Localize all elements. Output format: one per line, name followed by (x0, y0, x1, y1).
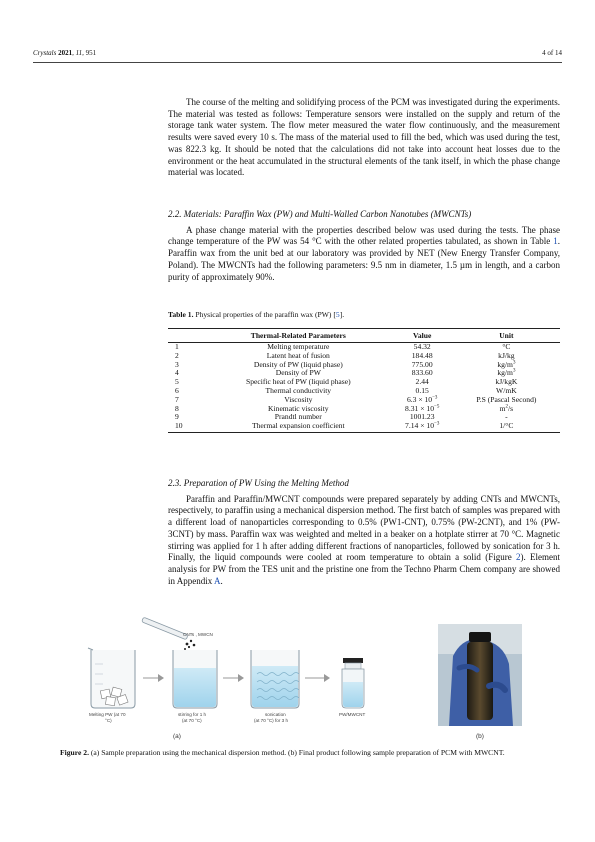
unit-cell: $kg/m^3$ (497, 359, 516, 369)
parameter-cell: Melting temperature (267, 342, 330, 351)
unit-cell: kJ/kg (498, 350, 515, 360)
intro-block (168, 97, 560, 179)
table-link[interactable]: 1 (553, 236, 558, 247)
value-cell: $6.3 \times 10^{-3}$ (406, 394, 438, 404)
value-cell: $8.31 \times 10^{-5}$ (405, 403, 440, 413)
unit-cell: °C (502, 342, 511, 351)
page-number: 4 of 14 (542, 49, 562, 57)
parameter-cell: Thermal expansion coefficient (205, 422, 392, 432)
column-header: Value (392, 329, 453, 343)
row-number: 8 (175, 403, 179, 413)
row-number: 9 (175, 412, 179, 422)
value-cell: $7.14 \times 10^{-3}$ (392, 422, 453, 432)
arrow-head-3 (324, 674, 330, 682)
header-rule (33, 62, 562, 63)
unit-cell: P.S (Pascal Second) (476, 394, 537, 404)
table-header-row (168, 329, 560, 343)
appendix-link[interactable]: A (214, 575, 221, 586)
unit-cell: W/mK (496, 385, 517, 395)
parameter-cell: Kinematic viscosity (268, 403, 329, 413)
parameter-cell: Specific heat of PW (liquid phase) (245, 377, 351, 387)
label-cnts: CNTs , MWCN (183, 632, 213, 637)
value-cell: 775.00 (411, 359, 433, 369)
row-number: 1 (175, 342, 179, 351)
table-1-block (168, 310, 560, 433)
section-2-2-paragraph: A phase change material with the properties described below was used during the tests. The phase change temperature of the PW was 54 °C with the other related properties tabulated, as shown in Table 1. Paraffin wax from the unit bed at our laboratory was provided by NET (New Energy Transfer Company, Poland). The MWCNTs had the following parameters: 9.5 nm in diameter, 1.5 µm in length, and a carbon purity of approximately 90%. (168, 224, 560, 282)
value-cell: 1001.23 (409, 412, 435, 422)
intro-paragraph: The course of the melting and solidifying process of the PCM was investigated during the experiments. The material was tested as follows: Temperature sensors were installed on the supply and return of the storage tank water system. The flow meter measured the water flow continuously, and the measurement results were saved every 10 s. The mass of the material used to fill the bed, which was used during the test, was 822.3 kg. It should be noted that the calculations did not take into account heat losses due to the environment or the heat accumulated in the structural elements of the tank itself, in which the phase change material was located. (168, 97, 560, 178)
figure-caption: Figure 2. (a) Sample preparation using the mechanical dispersion method. (b) Final product following sample preparation of PCM with MWCNT. (60, 748, 505, 757)
label-melting: Melting PW (at 70 (89, 712, 126, 717)
row-number: 4 (175, 368, 179, 378)
parameter-cell: Thermal conductivity (265, 385, 332, 395)
row-number: 7 (175, 394, 179, 404)
section-2-3-paragraph: Paraffin and Paraffin/MWCNT compounds were prepared separately by adding CNTs and MWCNTs, respectively, to paraffin using a mechanical dispersion method. The first batch of samples was prepared with a different load of nanoparticles corresponding to 0.5% (PW1-CNT), 0.75% (PW-2CNT), and 1% (PW-3CNT) by mass. Paraffin wax was weighted and melted in a beaker on a hotplate stirrer at 70 °C. Magnetic stirring was applied for 1 h after adding different fractions of nanoparticles, followed by sonication for 3 h. Finally, the liquid compounds were cooled at room temperature to obtain a solid (Figure 2). Element analysis for PW from the TES unit and the pristine one from the Techno Pharm Chem company are showed in Appendix A. (168, 493, 560, 586)
journal-citation: Crystals 2021, 11, 951 (33, 49, 97, 57)
unit-cell: - (505, 412, 508, 422)
panel-a-label: (a) (173, 733, 181, 740)
arrow-head-2 (238, 674, 244, 682)
properties-table (168, 328, 560, 433)
label-stirring: stirring for 1 h (178, 712, 207, 717)
section-2-3 (168, 478, 560, 587)
parameter-cell: Viscosity (284, 394, 313, 404)
label-sonication: sonication (265, 712, 286, 717)
table-row (168, 405, 560, 414)
parameter-cell: Density of PW (liquid phase) (253, 359, 343, 369)
unit-cell: $m^2/s$ (499, 403, 514, 413)
running-header (33, 49, 562, 61)
panel-b-label: (b) (476, 733, 484, 740)
table-caption: Table 1. Physical properties of the paraffin wax (PW) [5]. (168, 310, 345, 319)
label-stirring-temp: (at 70 °C) (182, 718, 202, 723)
unit-cell: $kg/m^3$ (497, 368, 516, 378)
figure-2 (33, 616, 562, 746)
beaker-melting (88, 648, 135, 708)
unit-cell: 1/°C (453, 422, 560, 432)
row-number: 5 (175, 377, 179, 387)
value-cell: 2.44 (415, 377, 429, 387)
label-product: PW/MWCNT (339, 712, 366, 717)
table-row (168, 422, 560, 432)
parameter-cell: Density of PW (275, 368, 321, 378)
value-cell: 833.60 (411, 368, 433, 378)
product-vial (342, 658, 364, 708)
section-2-3-heading: 2.3. Preparation of PW Using the Melting Method (168, 478, 349, 488)
parameter-cell: Prandtl number (274, 412, 322, 422)
row-number: 3 (175, 359, 179, 369)
label-sonication-time: (at 70 °C) for 3 h (254, 718, 289, 723)
figure-link[interactable]: 2 (515, 552, 521, 563)
section-2-2 (168, 209, 560, 283)
product-photo (438, 624, 522, 726)
value-cell: 54.32 (413, 342, 431, 351)
label-melting-temp: °C) (105, 718, 112, 723)
arrow-head-1 (158, 674, 164, 682)
parameter-cell: Latent heat of fusion (266, 350, 330, 360)
row-number: 10 (168, 422, 205, 432)
column-header (168, 329, 205, 343)
spatula (142, 617, 188, 640)
citation-link[interactable]: 5 (335, 310, 340, 319)
row-number: 2 (175, 350, 179, 360)
column-header: Thermal-Related Parameters (205, 329, 392, 343)
section-2-2-heading: 2.2. Materials: Paraffin Wax (PW) and Multi-Walled Carbon Nanotubes (MWCNTs) (168, 209, 472, 219)
value-cell: 0.15 (415, 385, 429, 395)
column-header: Unit (453, 329, 560, 343)
beaker-stirring (173, 640, 217, 708)
unit-cell: kJ/kgK (495, 377, 518, 387)
row-number: 6 (175, 385, 179, 395)
beaker-sonication (251, 650, 299, 708)
value-cell: 184.48 (411, 350, 433, 360)
figure-2-drawing (33, 616, 562, 746)
